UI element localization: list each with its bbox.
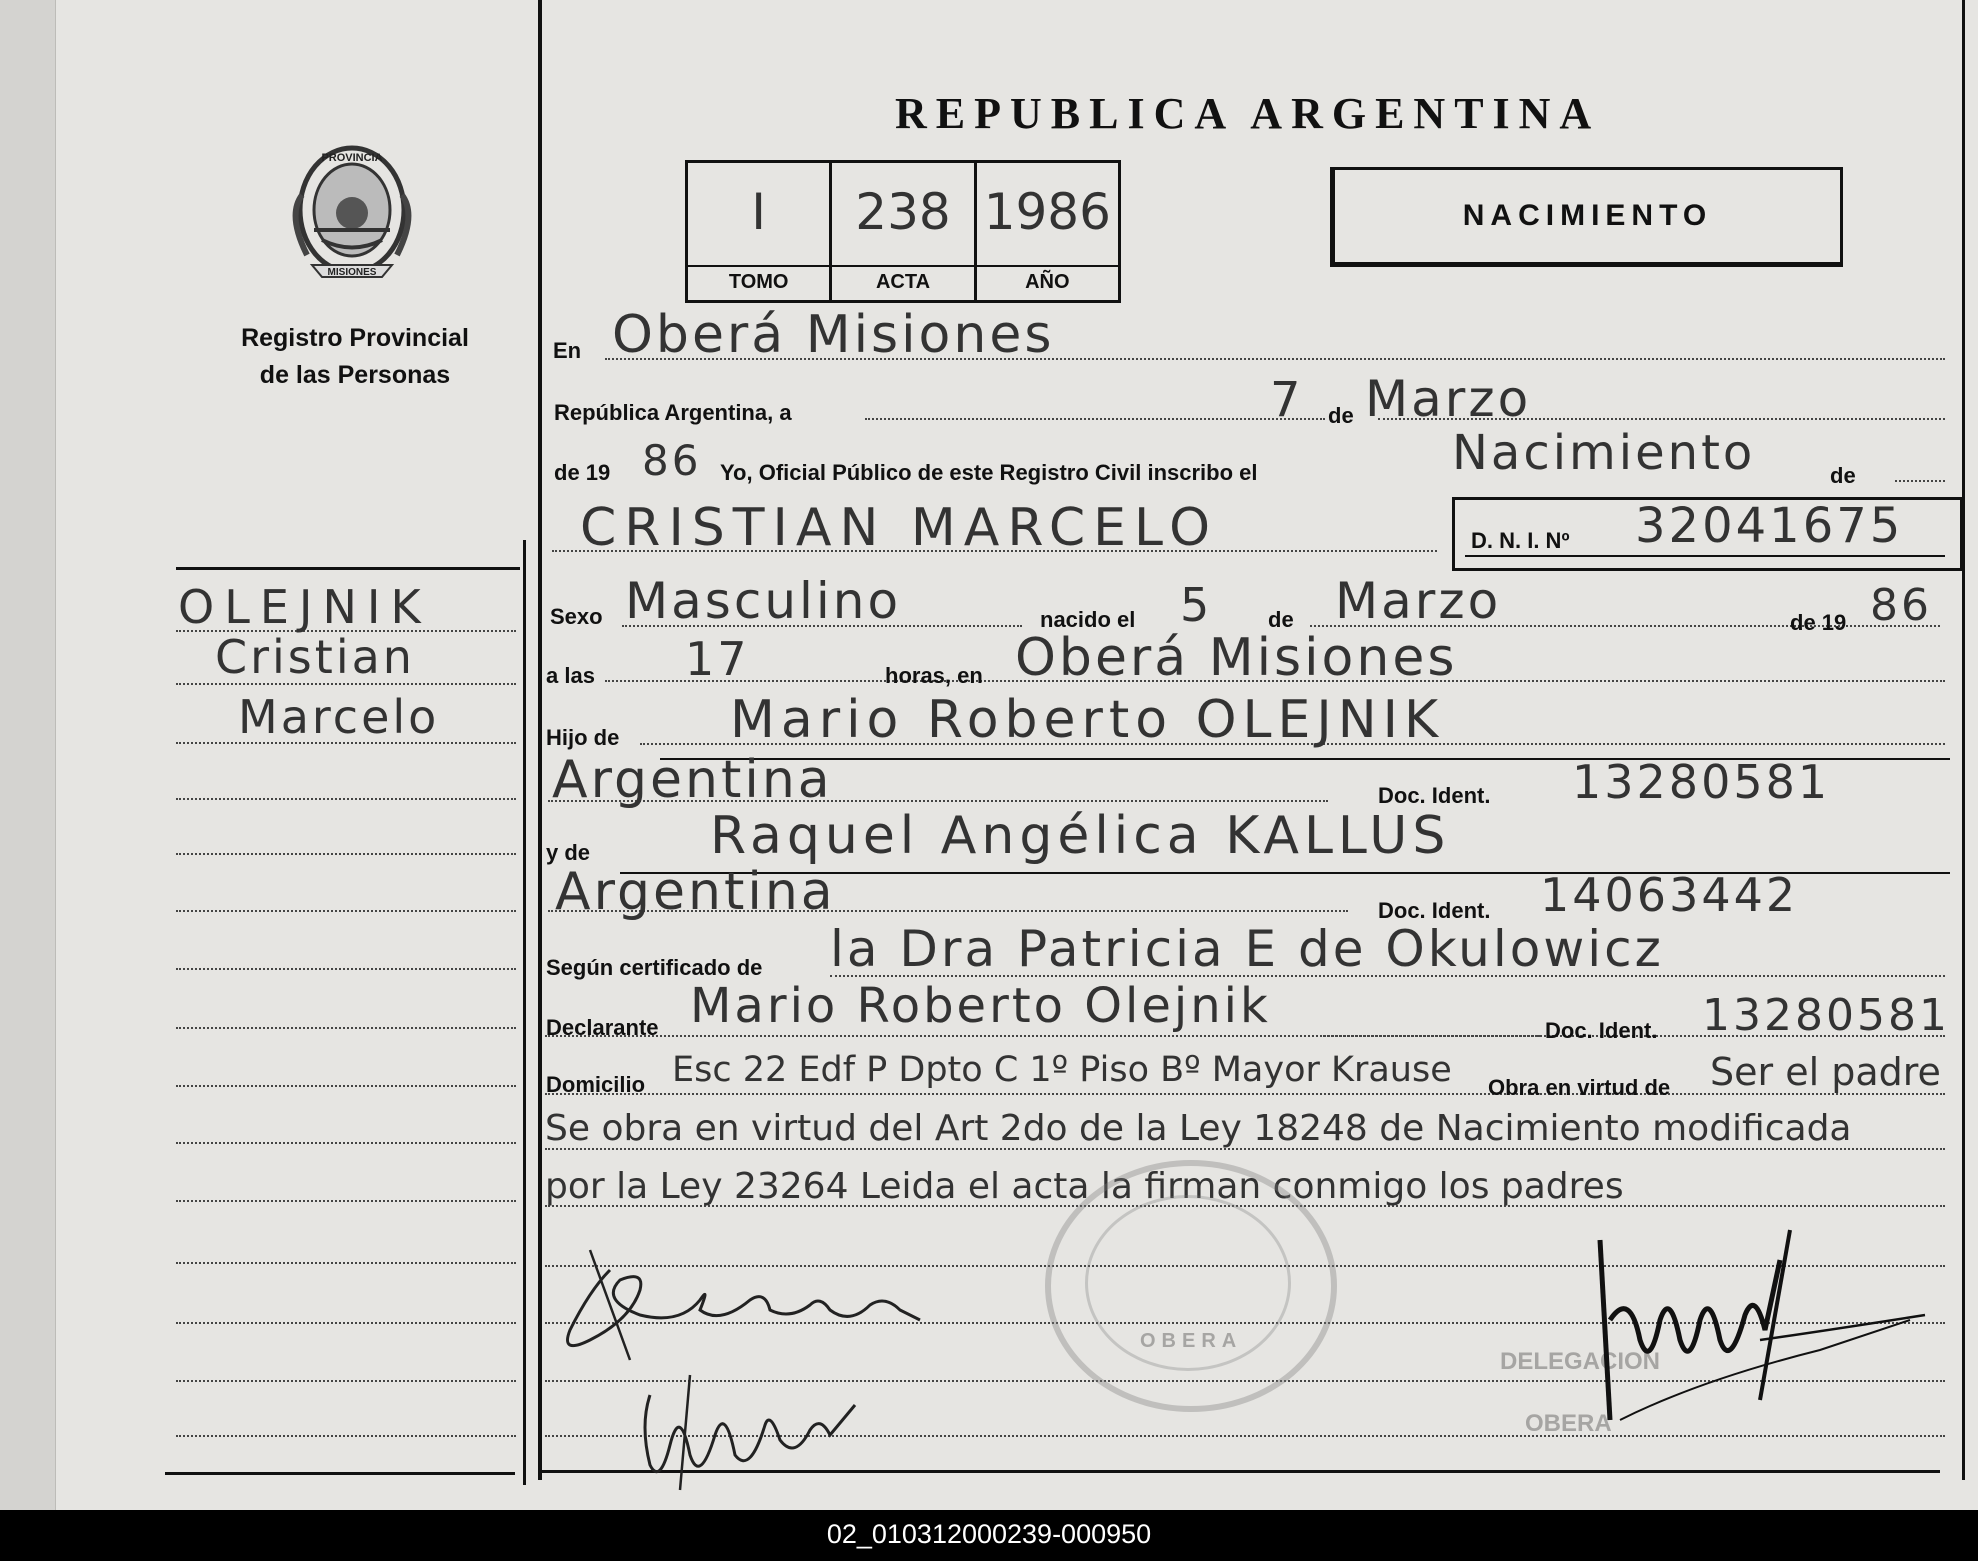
declarante-doc-label: Doc. Ident.	[1545, 1018, 1658, 1043]
birth-place-value: Oberá Misiones	[1015, 628, 1458, 688]
de-label-3: de	[1268, 607, 1294, 632]
margin-line	[176, 1085, 516, 1087]
day-value: 7	[1270, 372, 1304, 428]
declarante-doc-value: 13280581	[1702, 990, 1950, 1041]
margin-line	[176, 1380, 516, 1382]
birth-month-value: Marzo	[1335, 572, 1502, 630]
left-column-border	[523, 540, 526, 1485]
margin-line	[176, 1200, 516, 1202]
mother-nationality-value: Argentina	[555, 862, 836, 922]
de-label: de	[1328, 403, 1354, 428]
tomo-value: I	[751, 183, 767, 241]
act-type-box	[1330, 167, 1843, 267]
en-label: En	[553, 338, 582, 363]
registry-line-1: Registro Provincial	[241, 324, 469, 352]
margin-line	[176, 968, 516, 970]
mother-value: Raquel Angélica KALLUS	[710, 806, 1451, 866]
margin-line	[176, 1142, 516, 1144]
provincial-seal-icon	[282, 135, 422, 285]
hijo-label: Hijo de	[546, 725, 620, 750]
margin-line	[176, 853, 516, 855]
country-title: REPUBLICA ARGENTINA	[895, 89, 1601, 138]
obra-label: Obra en virtud de	[1488, 1075, 1671, 1100]
sexo-value: Masculino	[625, 572, 902, 630]
left-column-bottom-rule	[165, 1472, 515, 1475]
hour-value: 17	[685, 632, 750, 686]
mother-doc-label: Doc. Ident.	[1378, 898, 1491, 923]
dni-underline	[1465, 555, 1945, 557]
dni-label: D. N. I. Nº	[1471, 528, 1570, 553]
alas-label: a las	[546, 663, 595, 688]
document-id-footer: 02_010312000239-000950	[826, 1519, 1152, 1549]
svg-text:PROVINCIA: PROVINCIA	[321, 152, 383, 164]
birth-day-value: 5	[1180, 578, 1213, 632]
anio-value: 1986	[983, 183, 1111, 241]
month-value: Marzo	[1365, 370, 1532, 428]
registrar-signature	[1580, 1220, 1940, 1440]
father-nationality-value: Argentina	[552, 750, 833, 810]
anio-label: AÑO	[977, 265, 1118, 294]
yde-label: y de	[546, 840, 591, 865]
margin-first-name: Cristian	[215, 630, 415, 684]
domicilio-label: Domicilio	[546, 1072, 646, 1097]
father-doc-value: 13280581	[1572, 755, 1831, 809]
sexo-label: Sexo	[550, 604, 603, 629]
dni-value: 32041675	[1635, 498, 1904, 554]
margin-line	[176, 1262, 516, 1264]
official-stamp-line-1: DELEGACION	[1500, 1348, 1661, 1375]
official-stamp-line-2: OBERA	[1525, 1410, 1612, 1437]
declarante-value: Mario Roberto Olejnik	[690, 978, 1271, 1034]
father-doc-label: Doc. Ident.	[1378, 783, 1491, 808]
main-frame-left	[538, 0, 542, 1480]
notes-line-2: por la Ley 23264 Leida el acta la firman conmigo los padres	[545, 1166, 1624, 1207]
acta-label: ACTA	[832, 265, 973, 294]
svg-text:MISIONES: MISIONES	[327, 267, 377, 278]
yo-official-label: Yo, Oficial Público de este Registro Civil inscribo el	[720, 460, 1258, 485]
anio-box	[977, 163, 1118, 300]
year-value: 86	[642, 436, 702, 485]
mother-doc-value: 14063442	[1540, 868, 1799, 922]
tomo-box	[688, 163, 832, 300]
dni-box	[1452, 497, 1964, 571]
birth-year-value: 86	[1870, 580, 1932, 631]
de19-label: de 19	[1790, 610, 1847, 635]
tomo-label: TOMO	[688, 265, 829, 294]
margin-middle-name: Marcelo	[238, 690, 440, 744]
margin-line	[176, 798, 516, 800]
official-signature	[550, 1230, 930, 1370]
republica-label: República Argentina, a	[554, 400, 792, 425]
binding-strip	[0, 0, 56, 1510]
form-line	[1895, 480, 1945, 482]
acta-value: 238	[855, 183, 951, 241]
year-prefix-label: de 19	[554, 460, 611, 485]
margin-line	[176, 910, 516, 912]
certificate-value: la Dra Patricia E de Okulowicz	[830, 920, 1664, 978]
registry-name	[215, 320, 495, 394]
segun-label: Según certificado de	[546, 955, 763, 980]
record-number-boxes	[685, 160, 1121, 303]
domicilio-value: Esc 22 Edf P Dpto C 1º Piso Bº Mayor Krause	[672, 1050, 1452, 1090]
acta-box	[832, 163, 976, 300]
act-value: Nacimiento	[1452, 425, 1756, 481]
notes-line-1: Se obra en virtud del Art 2do de la Ley 18248 de Nacimiento modificada	[545, 1108, 1852, 1149]
margin-line	[176, 1435, 516, 1437]
de-label-2: de	[1830, 463, 1856, 488]
child-name-value: CRISTIAN MARCELO	[580, 498, 1219, 558]
main-frame-right	[1962, 0, 1965, 1480]
nacido-label: nacido el	[1040, 607, 1136, 632]
left-column-top-rule	[176, 567, 520, 570]
obra-value: Ser el padre	[1710, 1050, 1941, 1094]
declarante-label: Declarante	[546, 1015, 659, 1040]
form-line	[1320, 1035, 1540, 1037]
stamp-text: OBERA	[1140, 1330, 1243, 1352]
place-value: Oberá Misiones	[612, 305, 1055, 365]
father-signature	[620, 1365, 880, 1495]
form-line	[865, 418, 1325, 420]
registry-line-2: de las Personas	[259, 361, 451, 389]
father-value: Mario Roberto OLEJNIK	[730, 690, 1445, 750]
margin-line	[176, 1027, 516, 1029]
margin-line	[176, 1322, 516, 1324]
horas-label: horas, en	[885, 663, 983, 688]
act-type-label: NACIMIENTO	[1462, 199, 1713, 232]
margin-surname: OLEJNIK	[178, 580, 431, 634]
